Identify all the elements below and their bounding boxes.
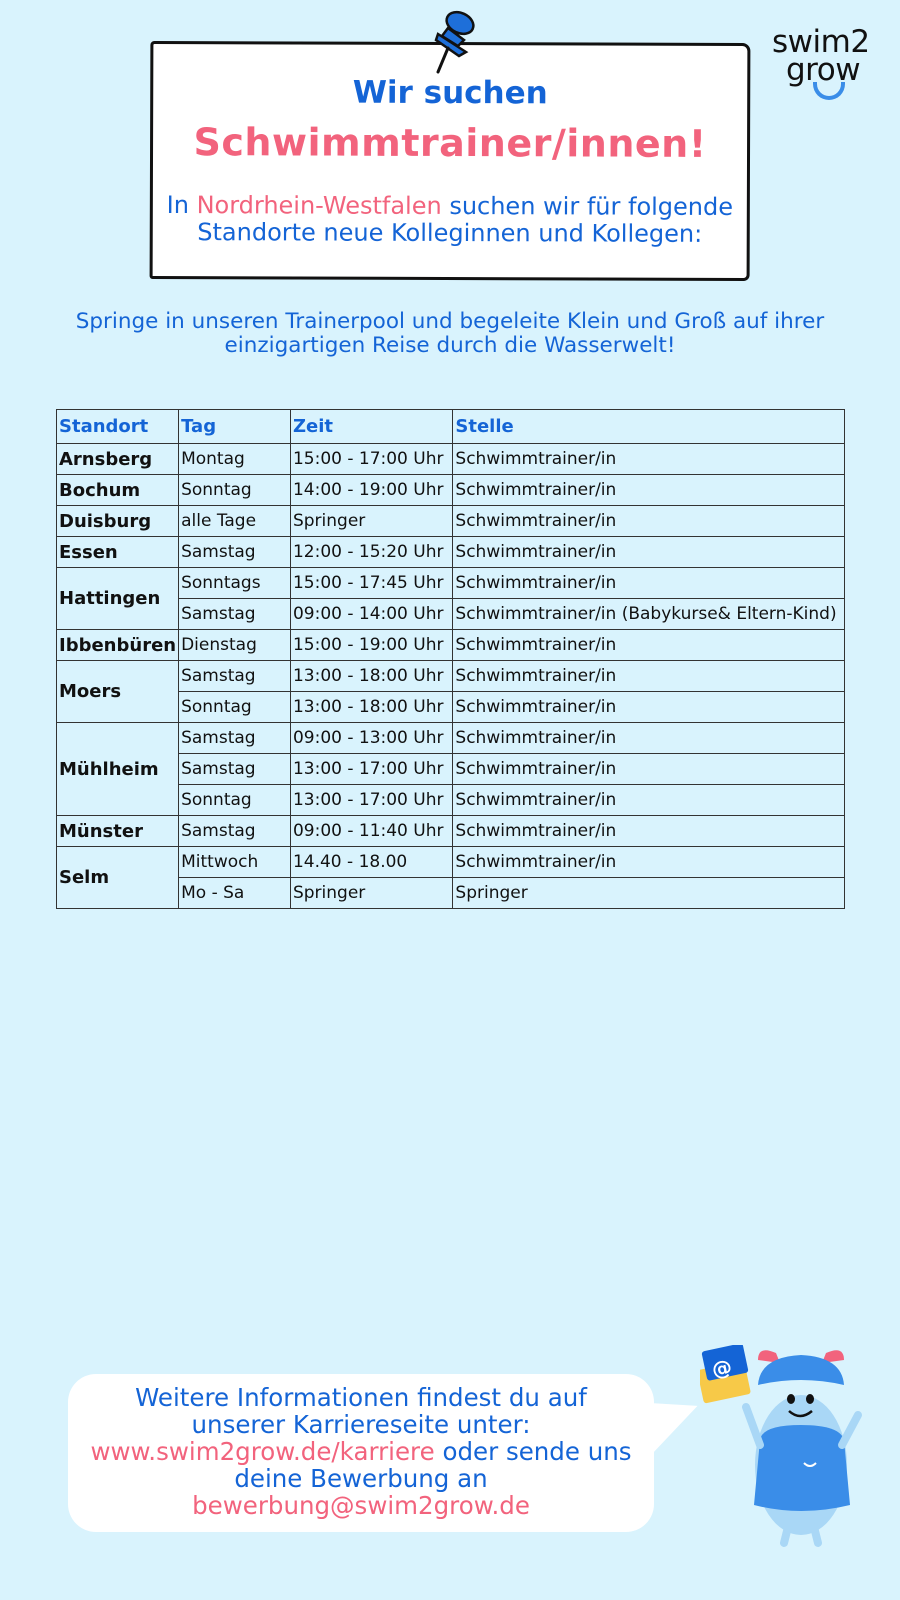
table-row xyxy=(57,723,845,754)
day-cell: Samstag xyxy=(179,661,291,692)
position-cell: Schwimmtrainer/in xyxy=(453,661,845,692)
position-cell: Schwimmtrainer/in xyxy=(453,506,845,537)
day-cell: alle Tage xyxy=(179,506,291,537)
email-link[interactable]: bewerbung@swim2grow.de xyxy=(192,1491,530,1520)
time-cell: Springer xyxy=(290,878,452,909)
position-cell: Schwimmtrainer/in xyxy=(453,785,845,816)
table-row xyxy=(57,506,845,537)
position-cell: Schwimmtrainer/in xyxy=(453,723,845,754)
location-cell: Bochum xyxy=(57,475,179,506)
table-row xyxy=(57,568,845,599)
day-cell: Montag xyxy=(179,444,291,475)
intro-line2: einzigartigen Reise durch die Wasserwelt! xyxy=(224,333,676,358)
time-cell: 09:00 - 13:00 Uhr xyxy=(290,723,452,754)
location-cell: Ibbenbüren xyxy=(57,630,179,661)
time-cell: 15:00 - 19:00 Uhr xyxy=(290,630,452,661)
time-cell: 14.40 - 18.00 xyxy=(290,847,452,878)
header-tag: Tag xyxy=(179,410,291,444)
day-cell: Sonntag xyxy=(179,785,291,816)
body-rest: suchen wir für folgende xyxy=(449,191,734,221)
day-cell: Sonntag xyxy=(179,475,291,506)
mascot-illustration xyxy=(700,1345,880,1550)
time-cell: 12:00 - 15:20 Uhr xyxy=(290,537,452,568)
header-zeit: Zeit xyxy=(290,410,452,444)
position-cell: Schwimmtrainer/in xyxy=(453,475,845,506)
at-symbol: @ xyxy=(709,1354,735,1382)
headline-body xyxy=(159,192,741,248)
time-cell: 09:00 - 11:40 Uhr xyxy=(290,816,452,847)
position-cell: Schwimmtrainer/in xyxy=(453,568,845,599)
table-row xyxy=(57,475,845,506)
table-row xyxy=(57,630,845,661)
location-cell: Selm xyxy=(57,847,179,909)
position-cell: Springer xyxy=(453,878,845,909)
logo-line2: grow xyxy=(786,52,861,88)
envelope-icon xyxy=(700,1345,751,1404)
pushpin-icon xyxy=(428,6,484,76)
day-cell: Dienstag xyxy=(179,630,291,661)
contact-text xyxy=(68,1384,654,1519)
region-highlight: Nordrhein-Westfalen xyxy=(196,191,442,220)
body-line2: Standorte neue Kolleginnen und Kollegen: xyxy=(197,218,703,248)
day-cell: Samstag xyxy=(179,599,291,630)
headline-title: Wir suchen xyxy=(352,74,548,112)
table-header-row xyxy=(57,410,845,444)
table-row xyxy=(57,661,845,692)
headline-card xyxy=(150,41,751,281)
intro-line1: Springe in unseren Trainerpool und begeleite Klein und Groß auf ihrer xyxy=(75,309,825,334)
time-cell: 15:00 - 17:45 Uhr xyxy=(290,568,452,599)
header-stelle: Stelle xyxy=(453,410,845,444)
headline-job-title: Schwimmtrainer/innen! xyxy=(193,120,707,166)
career-link[interactable]: www.swim2grow.de/karriere xyxy=(90,1437,435,1466)
day-cell: Mittwoch xyxy=(179,847,291,878)
location-cell: Hattingen xyxy=(57,568,179,630)
table-row xyxy=(57,816,845,847)
table-row xyxy=(57,537,845,568)
position-cell: Schwimmtrainer/in xyxy=(453,444,845,475)
position-cell: Schwimmtrainer/in xyxy=(453,816,845,847)
day-cell: Sonntags xyxy=(179,568,291,599)
position-cell: Schwimmtrainer/in xyxy=(453,847,845,878)
time-cell: Springer xyxy=(290,506,452,537)
body-prefix: In xyxy=(166,191,190,220)
position-cell: Schwimmtrainer/in (Babykurse& Eltern-Kind) xyxy=(453,599,845,630)
position-cell: Schwimmtrainer/in xyxy=(453,692,845,723)
time-cell: 13:00 - 18:00 Uhr xyxy=(290,661,452,692)
position-cell: Schwimmtrainer/in xyxy=(453,754,845,785)
logo-smile-icon xyxy=(813,82,845,100)
position-cell: Schwimmtrainer/in xyxy=(453,537,845,568)
time-cell: 14:00 - 19:00 Uhr xyxy=(290,475,452,506)
location-cell: Arnsberg xyxy=(57,444,179,475)
time-cell: 13:00 - 17:00 Uhr xyxy=(290,754,452,785)
location-cell: Mühlheim xyxy=(57,723,179,816)
day-cell: Mo - Sa xyxy=(179,878,291,909)
table-row xyxy=(57,444,845,475)
contact-line4: deine Bewerbung an xyxy=(234,1464,488,1493)
day-cell: Sonntag xyxy=(179,692,291,723)
location-cell: Moers xyxy=(57,661,179,723)
contact-line1: Weitere Informationen findest du auf xyxy=(135,1383,587,1412)
job-table xyxy=(56,409,845,909)
header-standort: Standort xyxy=(57,410,179,444)
contact-line3: oder sende uns xyxy=(442,1437,632,1466)
location-cell: Duisburg xyxy=(57,506,179,537)
logo-line1: swim2 xyxy=(772,24,870,60)
day-cell: Samstag xyxy=(179,537,291,568)
time-cell: 13:00 - 18:00 Uhr xyxy=(290,692,452,723)
location-cell: Essen xyxy=(57,537,179,568)
time-cell: 09:00 - 14:00 Uhr xyxy=(290,599,452,630)
job-table-body xyxy=(57,444,845,909)
brand-logo xyxy=(772,24,882,88)
day-cell: Samstag xyxy=(179,816,291,847)
contact-line2: unserer Karriereseite unter: xyxy=(191,1410,531,1439)
day-cell: Samstag xyxy=(179,754,291,785)
day-cell: Samstag xyxy=(179,723,291,754)
table-row xyxy=(57,847,845,878)
time-cell: 13:00 - 17:00 Uhr xyxy=(290,785,452,816)
location-cell: Münster xyxy=(57,816,179,847)
time-cell: 15:00 - 17:00 Uhr xyxy=(290,444,452,475)
position-cell: Schwimmtrainer/in xyxy=(453,630,845,661)
intro-text xyxy=(40,310,860,358)
